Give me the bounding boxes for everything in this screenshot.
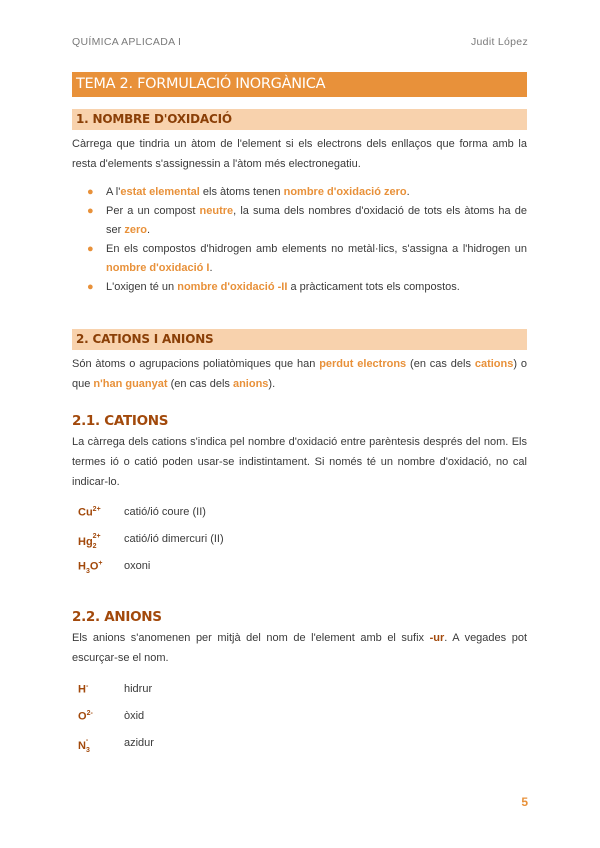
course-title: QUÍMICA APLICADA I [72,36,182,48]
ion-formula: $O^{2-}$ [78,710,93,723]
ion-name: oxoni [124,560,151,572]
anion-examples [72,679,527,760]
ion-formula: $H_3O^+$ [78,560,103,575]
anion-example-row [72,706,527,733]
anions-description: Els anions s'anomenen per mitjà del nom de l'element amb el sufix -ur. A vegades pot escurçar-se el nom. [72,632,527,664]
anion-example-row [72,733,527,760]
oxidation-rules-list [72,183,527,297]
cation-example-row [72,529,527,556]
ion-formula: H- [78,683,89,696]
bullet-icon: ● [87,281,94,293]
anion-example-row [72,679,527,706]
cations-description: La càrrega dels cations s'indica pel nombre d'oxidació entre parèntesis després del nom. Els termes ió o catió poden usar-se indistintament. Si només té un nombre d'oxidació, no cal indicar-lo. [72,436,527,488]
page-content [72,72,527,760]
list-item: ● Per a un compost neutre, la suma dels nombres d'oxidació de tots els àtoms ha de ser zero. [72,202,527,240]
bullet-icon: ● [87,205,94,217]
section-heading-oxidation: 1. NOMBRE D'OXIDACIÓ [72,109,527,130]
ion-formula: $Cu^{2+}$ [78,506,101,519]
oxidation-definition: Càrrega que tindria un àtom de l'element si els electrons dels enllaços que forma amb la resta d'elements s'assignessin a l'àtom més electronegatiu. [72,138,527,170]
list-item: ● En els compostos d'hidrogen amb elements no metàl·lics, s'assigna a l'hidrogen un nombre d'oxidació I. [72,240,527,278]
bullet-icon: ● [87,186,94,198]
cation-example-row [72,556,527,583]
ion-name: òxid [124,710,145,722]
bullet-icon: ● [87,243,94,255]
ion-name: catió/ió coure (II) [124,506,206,518]
subsection-heading-cations: 2.1. CATIONS [72,413,169,429]
chapter-title: TEMA 2. FORMULACIÓ INORGÀNICA [72,72,527,97]
author-name: Judit López [470,36,528,48]
cation-examples [72,502,527,583]
ion-name: hidrur [124,683,153,695]
page-header [72,36,528,50]
section-heading-ions: 2. CATIONS I ANIONS [72,329,527,350]
ion-formula: $Hg_2^{2+}$ [78,533,101,551]
ions-definition: Són àtoms o agrupacions poliatòmiques que han perdut electrons (en cas dels cations) o que n'han guanyat (en cas dels anions). [72,358,528,390]
cation-example-row [72,502,527,529]
ion-name: azidur [124,737,154,749]
ion-formula: $N_3^-$ [78,737,90,755]
list-item: ● A l'estat elemental els àtoms tenen nombre d'oxidació zero. [72,183,527,202]
page-number: 5 [521,795,528,809]
subsection-heading-anions: 2.2. ANIONS [72,609,162,625]
list-item: ● L'oxigen té un nombre d'oxidació -II a pràcticament tots els compostos. [72,278,527,297]
ion-name: catió/ió dimercuri (II) [124,533,224,545]
